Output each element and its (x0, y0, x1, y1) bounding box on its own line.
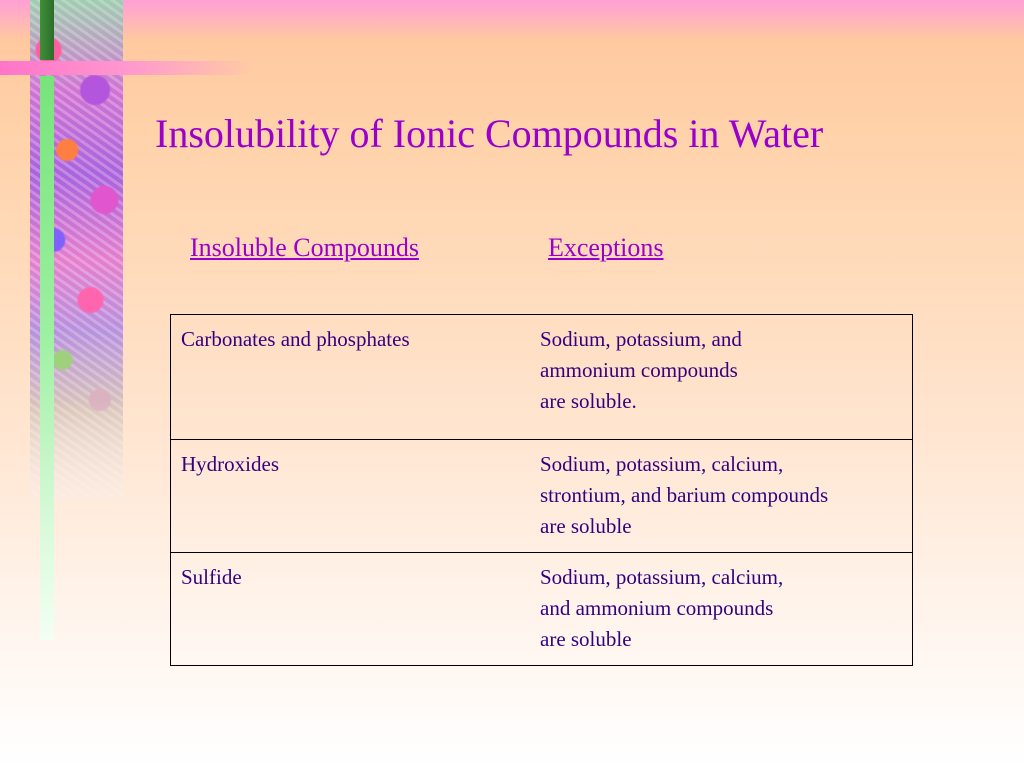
compound-cell: Carbonates and phosphates (181, 327, 410, 351)
exception-line: Sodium, potassium, calcium, (540, 452, 784, 476)
exception-line: ammonium compounds (540, 358, 738, 382)
decorative-horizontal-bar (0, 61, 255, 75)
table-row (171, 439, 912, 552)
exception-cell (529, 440, 912, 552)
exception-line: are soluble (540, 514, 632, 538)
table-row (171, 552, 912, 665)
column-heading-exceptions: Exceptions (548, 233, 664, 262)
solubility-table (170, 314, 913, 666)
exception-line: are soluble. (540, 389, 637, 413)
exception-line: and ammonium compounds (540, 596, 774, 620)
compound-cell: Hydroxides (181, 452, 279, 476)
slide-title: Insolubility of Ionic Compounds in Water (155, 111, 824, 156)
exception-line: Sodium, potassium, and (540, 327, 742, 351)
compound-cell: Sulfide (181, 565, 242, 589)
table-row (171, 315, 912, 439)
exception-line: are soluble (540, 627, 632, 651)
exception-line: Sodium, potassium, calcium, (540, 565, 784, 589)
decorative-vertical-bar (40, 76, 54, 640)
exception-cell (529, 553, 912, 665)
decorative-vertical-bar-dark (40, 0, 54, 60)
exception-line: strontium, and barium compounds (540, 483, 829, 507)
column-heading-insoluble: Insoluble Compounds (190, 233, 419, 262)
exception-cell (529, 315, 912, 439)
